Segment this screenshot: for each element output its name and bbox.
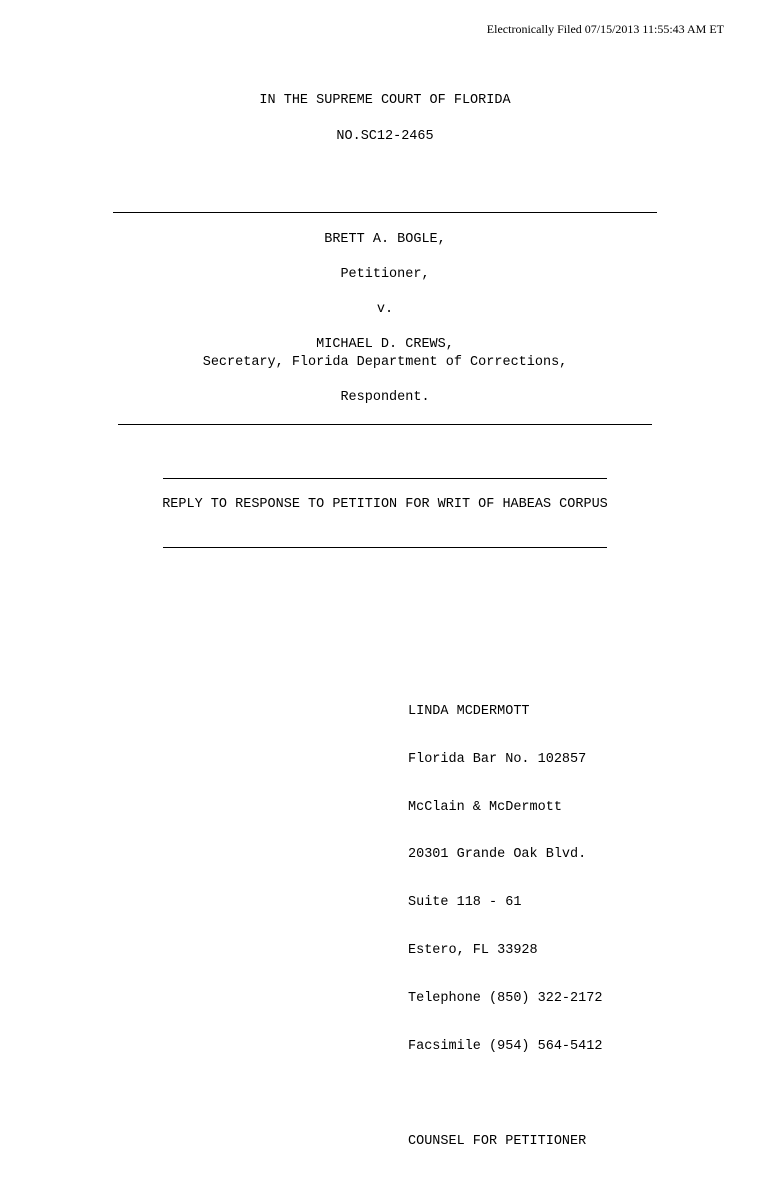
counsel-firm: McClain & McDermott bbox=[408, 799, 562, 815]
respondent-title: Secretary, Florida Department of Corrections, bbox=[202, 355, 568, 370]
respondent-role: Respondent. bbox=[340, 390, 430, 405]
counsel-bar-number: Florida Bar No. 102857 bbox=[408, 751, 587, 767]
title-bottom-rule bbox=[163, 547, 607, 548]
counsel-address-line2: Suite 118 - 61 bbox=[408, 895, 522, 911]
case-number: NO.SC12-2465 bbox=[336, 129, 434, 144]
petitioner-name: BRETT A. BOGLE, bbox=[324, 232, 446, 247]
versus: v. bbox=[376, 302, 394, 317]
court-name: IN THE SUPREME COURT OF FLORIDA bbox=[259, 93, 511, 108]
counsel-telephone: Telephone (850) 322-2172 bbox=[408, 990, 603, 1006]
caption-top-rule bbox=[113, 212, 657, 213]
electronic-filing-stamp: Electronically Filed 07/15/2013 11:55:43 AM ET bbox=[486, 22, 724, 36]
counsel-name: LINDA MCDERMOTT bbox=[408, 704, 530, 719]
counsel-city-state-zip: Estero, FL 33928 bbox=[408, 942, 538, 958]
petitioner-role: Petitioner, bbox=[340, 267, 430, 282]
caption-bottom-rule bbox=[118, 424, 652, 425]
counsel-facsimile: Facsimile (954) 564-5412 bbox=[408, 1038, 603, 1054]
respondent-name: MICHAEL D. CREWS, bbox=[316, 337, 454, 352]
counsel-role: COUNSEL FOR PETITIONER bbox=[408, 1134, 587, 1150]
counsel-block-spacer bbox=[408, 1085, 602, 1103]
title-top-rule bbox=[163, 478, 607, 479]
counsel-address-line1: 20301 Grande Oak Blvd. bbox=[408, 847, 587, 863]
document-title: REPLY TO RESPONSE TO PETITION FOR WRIT OF HABEAS CORPUS bbox=[162, 497, 608, 512]
counsel-signature-block bbox=[408, 673, 602, 1181]
